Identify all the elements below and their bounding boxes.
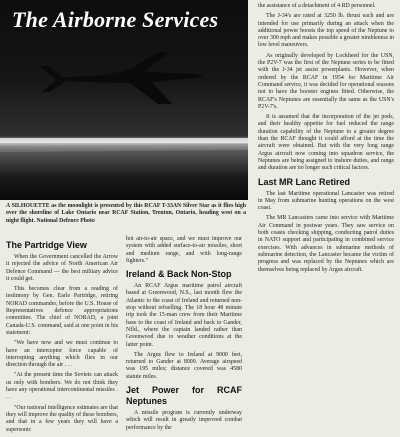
partridge-paragraph: "Our national intelligence estimates are that they will improve the quality of these bombers, and that in a few years they will have a supersonic	[6, 404, 118, 433]
lancs-paragraph: The MR Lancasters came into service with Maritime Air Command in postwar years. They saw service on both coasts checking shipping, conducting patrol duties in NATO support and participating in combined service exercises. With advances in submarine methods of submarine detection, the Lancaster became the victim of progress and was replaced by the Neptunes which are themselves being replaced by Argus aircraft.	[258, 215, 394, 273]
t33-silhouette	[40, 52, 204, 104]
ireland-heading: Ireland & Back Non-Stop	[126, 269, 232, 280]
column-middle	[126, 236, 242, 435]
ireland-paragraph: The Argus flew to Ireland at 9000 feet, returned to Gander at 8000. Average airspeed was 195 miles; distance covered was 4580 statute miles.	[126, 351, 242, 380]
partridge-paragraph: "At the present time the Soviets can attack us only with bombers. We do not think they have any operational intercontinental missiles . . .	[6, 372, 118, 401]
neptunes-continuation: It is assumed that the incorporation of the jet pods, and their healthy appetite for fuel reduced the range duration capability of the Neptune to a greater degree than the RCAF thought it could afford at the time the aircraft were obtained. But with the very long range Argus aircraft now coming into squadron service, the Neptunes are being assigned to inshore duties, and range and duration are no longer such critical factors.	[258, 114, 394, 172]
partridge-paragraph: When the Government cancelled the Arrow it rejected the advice of North American Air Defence Command — the best military advice it could get.	[6, 254, 118, 282]
page-title: The Airborne Services	[12, 7, 219, 32]
neptunes-paragraph: A missile program is currently underway which will result in greatly improved combat performance by the	[126, 410, 242, 431]
neptunes-heading: Jet Power for RCAF Neptunes	[126, 385, 242, 407]
neptunes-continuation: The J-34's are rated at 3250 lb. thrust each and are intended for use primarily during an attack when the additional power boosts the top speed of the Neptune to over 300 mph and makes possible a greater nimbleness in low level maneuvers.	[258, 13, 394, 49]
neptunes-continuation: As originally developed by Lockheed for the USN, the P2V-7 was the first of the Neptune series to be fitted with the J-34 jet assist powerplants. However, when ordered by the RCAF in 1954 for Maritime Air Command service, it was decided for operational reasons not to have the booster engines fitted. Otherwise, the RCAF's Neptunes are essentially the same as the USN's P2V-7's.	[258, 52, 394, 110]
photo-caption: A SILHOUETTE as the moonlight is presented by this RCAF T-33AN Silver Star as it flies high over the shoreline of Lake Ontario near RCAF Station, Trenton, Ontario, heading west on a night flight. National Defence Photo	[6, 203, 246, 224]
lancs-heading: Last MR Lanc Retired	[258, 176, 351, 187]
ireland-paragraph: An RCAF Argus maritime patrol aircraft based at Greenwood, N.S., last month flew the Atlantic to the coast of Ireland and returned non-stop without refuelling. The 18 hour 48 minute trip took the 15-man crew from their Maritime base to the coast of Ireland and back to Gander, Nfld., where the captain landed rather than Greenwood due to weather conditions at the latter point.	[126, 283, 242, 348]
partridge-continuation: hot air-to-air space, and we must improve our system with added surface-to-air missiles, short and medium range, and with long-range fighters."	[126, 236, 242, 264]
lancs-paragraph: The last Maritime operational Lancaster was retired in May from submarine hunting operations on the west coast.	[258, 190, 394, 212]
column-right	[258, 3, 394, 277]
partridge-paragraph: This becomes clear from a reading of testimony by Gen. Earle Partridge, retiring NORAD commander, before the U.S. House of Representatives defence appropriations committee. The chief of NORAD, a joint Canada-U.S. command, said at one point in his statement:	[6, 286, 118, 336]
partridge-heading: The Partridge View	[6, 240, 87, 250]
partridge-paragraph: "We have now and we must continue to have an interceptor force capable of intercepting anything which flies in our direction through the air . . .	[6, 340, 118, 369]
column-left	[6, 236, 118, 437]
neptunes-continuation: the assistance of a detachment of 4 RD personnel.	[258, 3, 376, 9]
